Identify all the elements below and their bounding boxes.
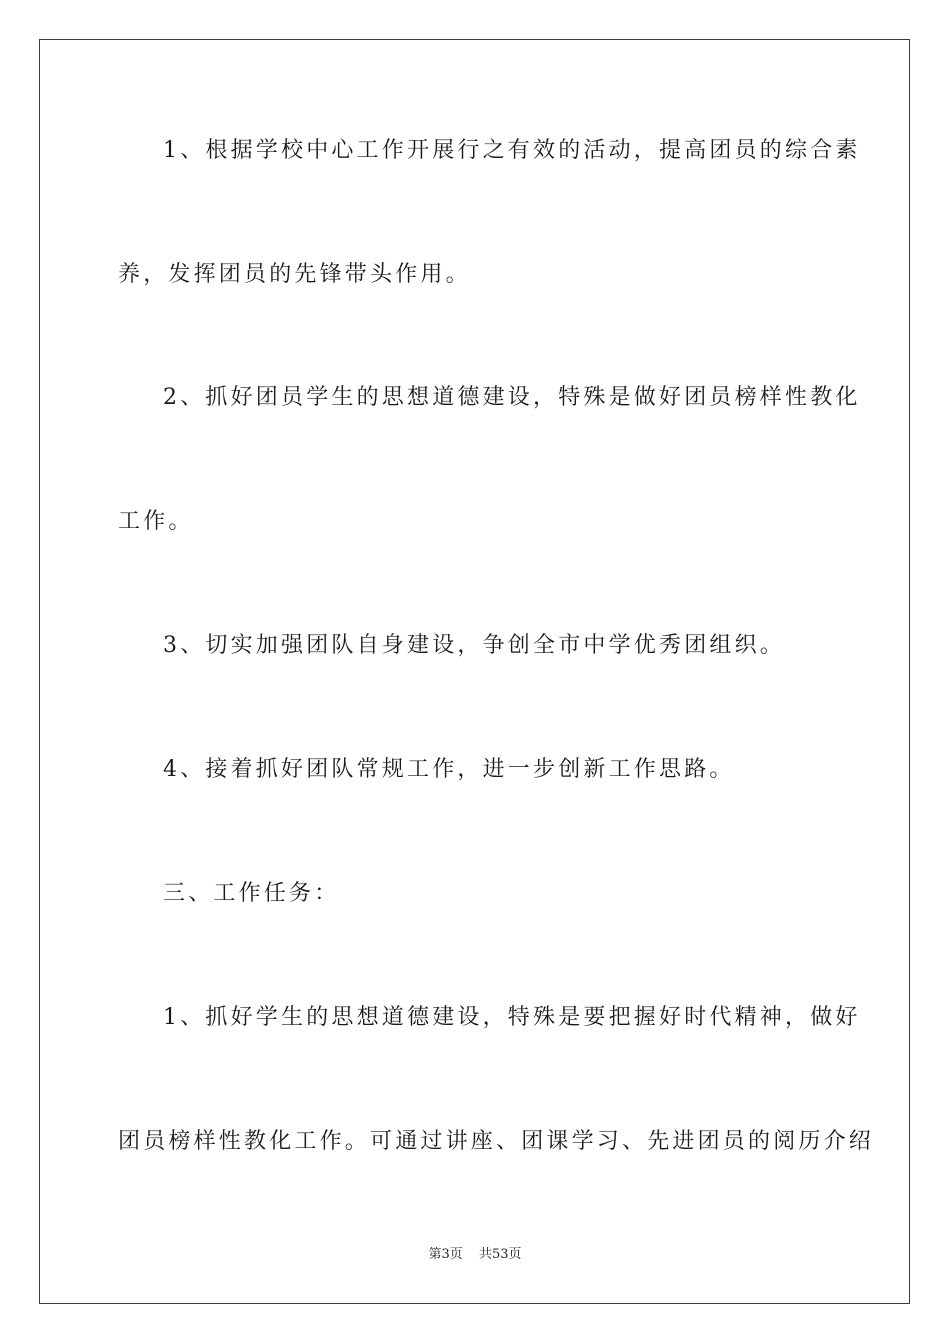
page-footer (0, 1246, 950, 1264)
paragraph-line: 工作。 (118, 509, 194, 534)
paragraph-line: 4、接着抓好团队常规工作，进一步创新工作思路。 (163, 757, 735, 782)
paragraph-line: 1、根据学校中心工作开展行之有效的活动，提高团员的综合素 (163, 138, 861, 163)
paragraph-line: 团员榜样性教化工作。可通过讲座、团课学习、先进团员的阅历介绍 (118, 1129, 875, 1154)
page-total: 共53页 (478, 1247, 522, 1262)
page-border (39, 39, 910, 1304)
page-number: 第3页 (428, 1247, 463, 1262)
paragraph-line: 养，发挥团员的先锋带头作用。 (118, 262, 471, 287)
section-heading: 三、工作任务： (163, 881, 340, 906)
paragraph-line: 3、切实加强团队自身建设，争创全市中学优秀团组织。 (163, 633, 785, 658)
paragraph-line: 1、抓好学生的思想道德建设，特殊是要把握好时代精神，做好 (163, 1005, 861, 1030)
paragraph-line: 2、抓好团员学生的思想道德建设，特殊是做好团员榜样性教化 (163, 385, 861, 410)
